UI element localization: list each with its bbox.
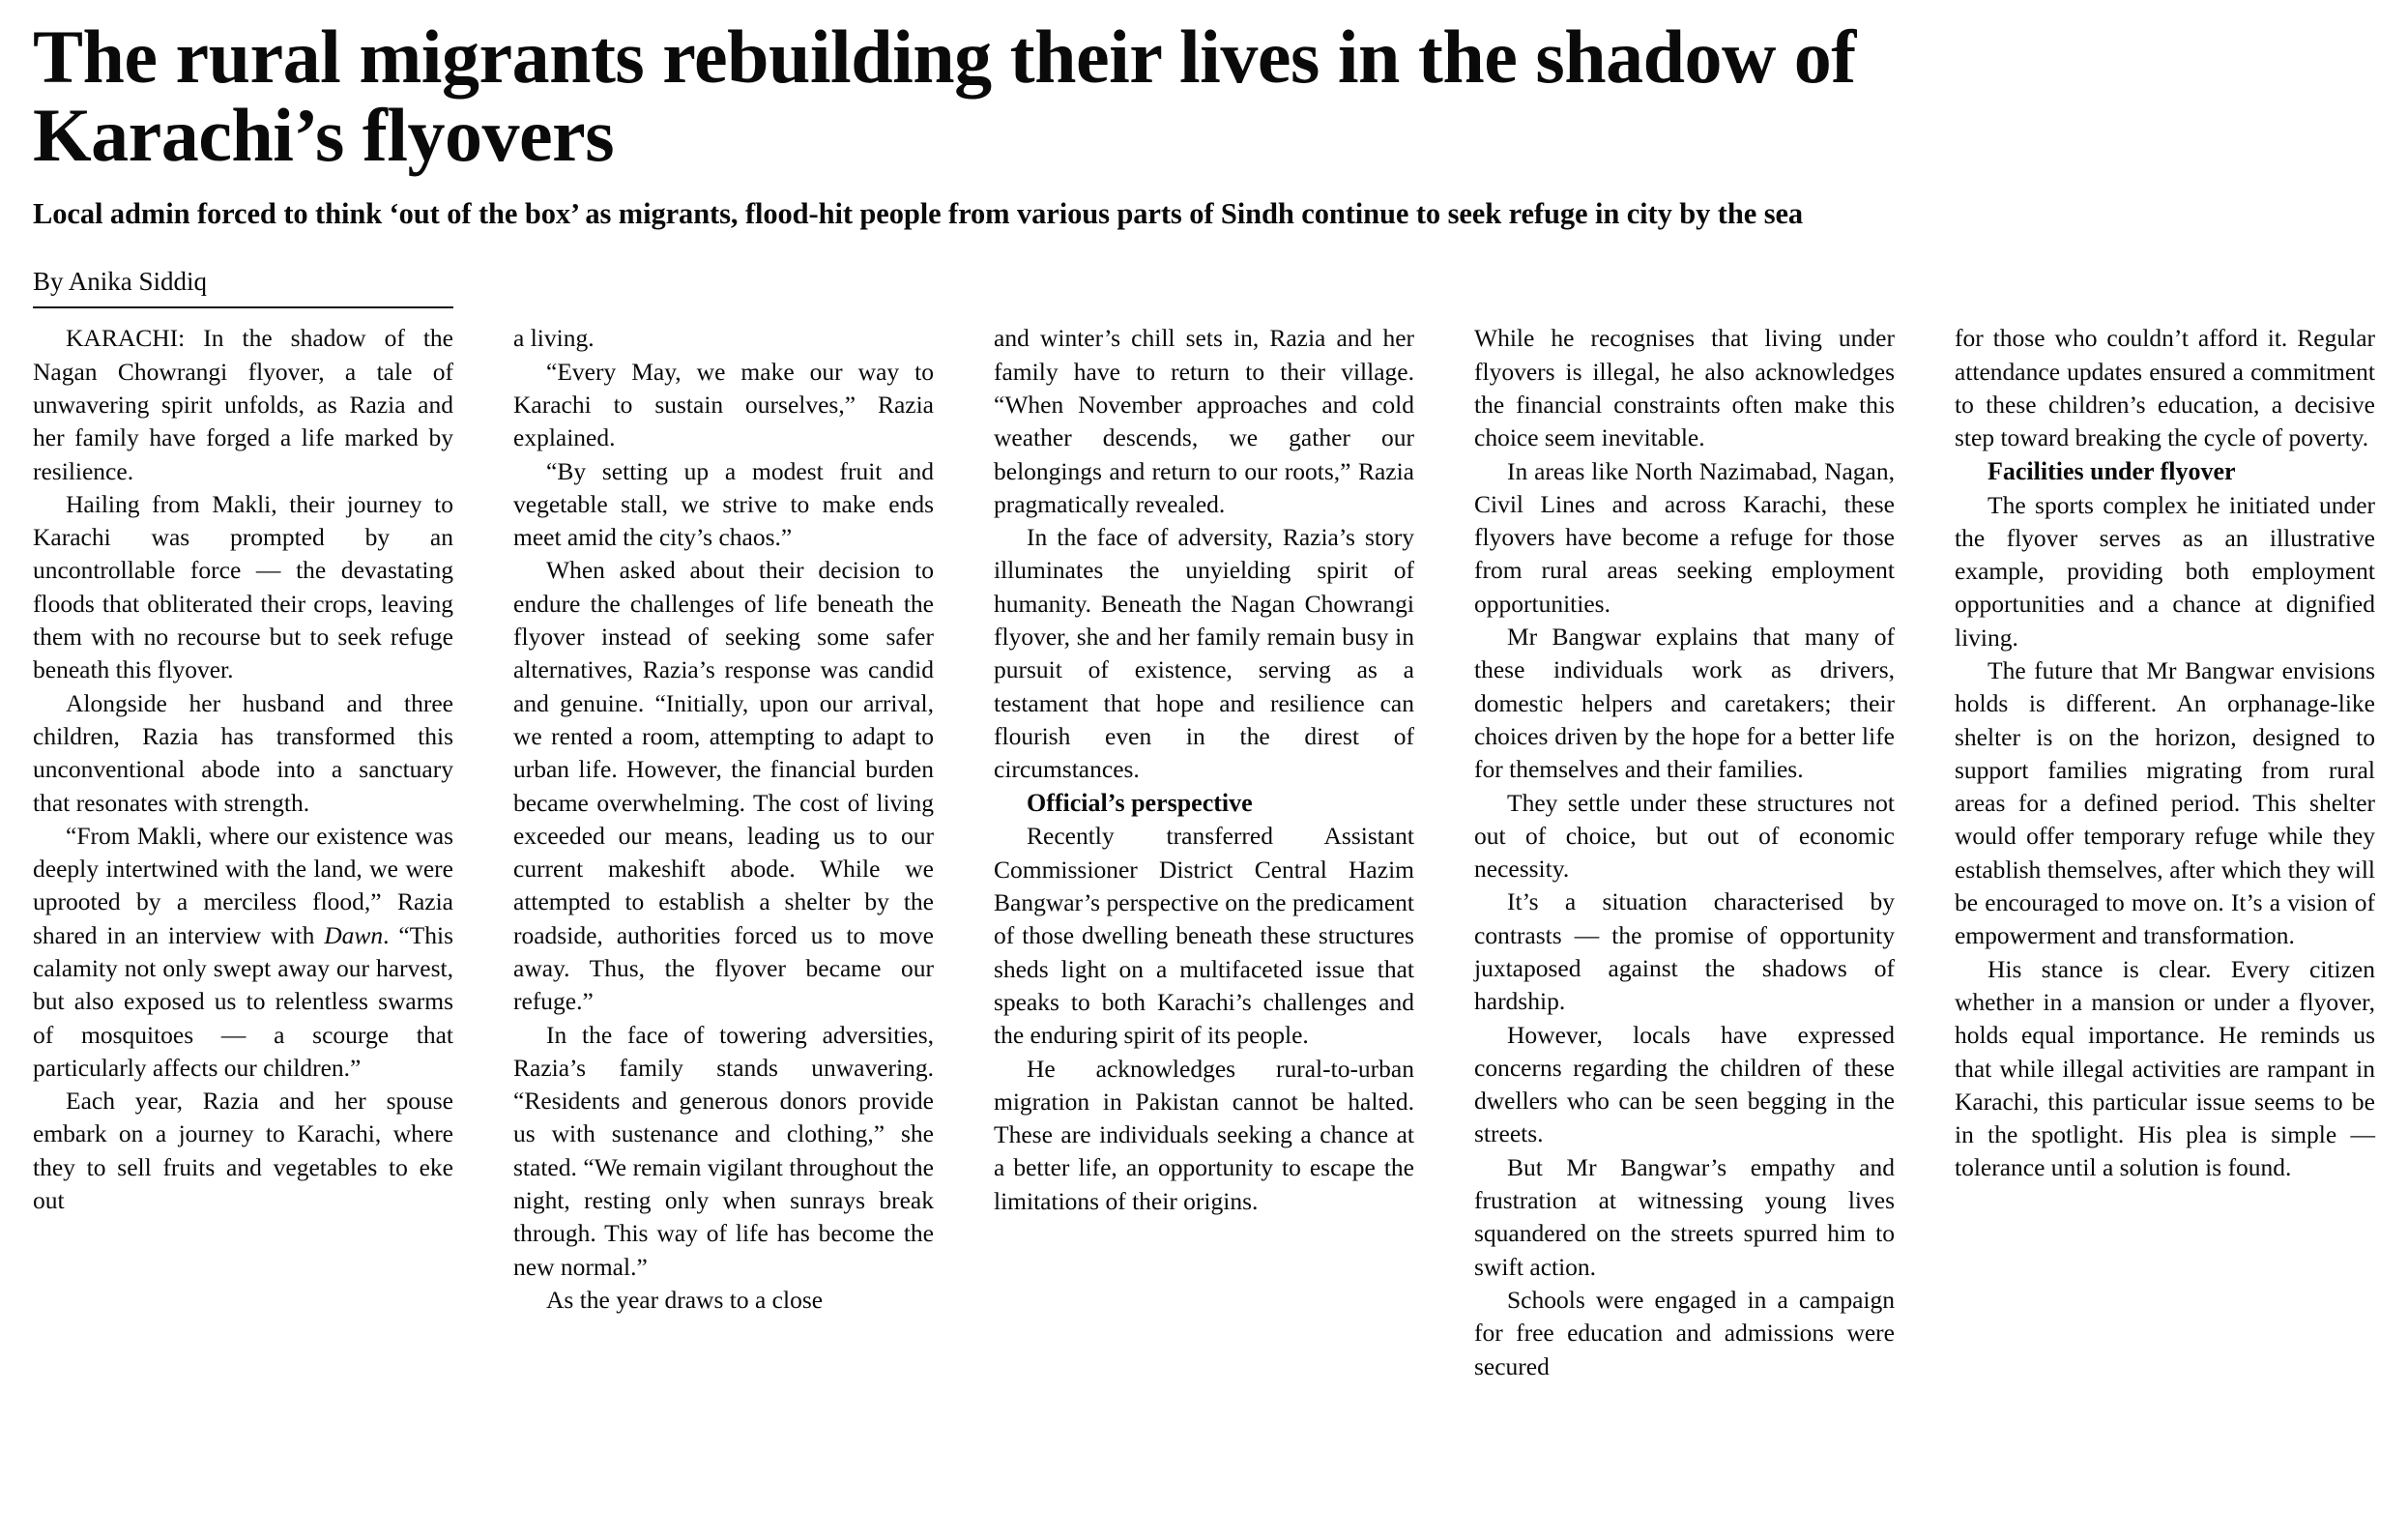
- paragraph: for those who couldn’t afford it. Regular attendance updates ensured a commitment to these children’s education, a decisive step toward breaking the cycle of poverty.: [1955, 324, 2375, 452]
- paragraph: His stance is clear. Every citizen whether in a mansion or under a flyover, holds equal importance. He reminds us that while illegal activities are rampant in Karachi, this particular issue seems to be in the spotlight. His plea is simple — tolerance until a solution is found.: [1955, 954, 2375, 1182]
- article-standfirst: Local admin forced to think ‘out of the box’ as migrants, flood-hit people from various parts of Sindh continue to seek refuge in city by the sea: [33, 197, 1804, 231]
- paragraph: Mr Bangwar explains that many of these individuals work as drivers, domestic helpers and caretakers; their choices driven by the hope for a better life for themselves and their families.: [1474, 623, 1895, 784]
- paragraph: Schools were engaged in a campaign for free education and admissions were secured: [1474, 1285, 1895, 1380]
- byline-block: [33, 266, 453, 308]
- article-column-5: [1955, 322, 2375, 1383]
- paragraph: In areas like North Nazimabad, Nagan, Civil Lines and across Karachi, these flyovers have become a refuge for those from rural areas seeking employment opportunities.: [1474, 456, 1895, 618]
- paragraph: The future that Mr Bangwar envisions holds is different. An orphanage-like shelter is on the horizon, designed to support families migrating from rural areas for a defined period. This shelter would offer temporary refuge while they establish themselves, after which they will be encouraged to move on. It’s a vision of empowerment and transformation.: [1955, 655, 2375, 950]
- paragraph: In the face of towering adversities, Razia’s family stands unwavering. “Residents and generous donors provide us with sustenance and clothing,” she stated. “We remain vigilant throughout the night, resting only when sunrays break through. This way of life has become the new normal.”: [513, 1020, 934, 1281]
- paragraph: As the year draws to a close: [546, 1285, 824, 1314]
- paragraph: Alongside her husband and three children, Razia has transformed this unconventional abode into a sanctuary that resonates with strength.: [33, 688, 453, 817]
- paragraph: The sports complex he initiated under the flyover serves as an illustrative example, providing both employment opportunities and a chance at dignified living.: [1955, 490, 2375, 652]
- paragraph: When asked about their decision to endure the challenges of life beneath the flyover instead of seeking some safer alternatives, Razia’s response was candid and genuine. “Initially, upon our arrival, we rented a room, attempting to adapt to urban life. However, the financial burden became overwhelming. The cost of living exceeded our means, leading us to our current makeshift abode. While we attempted to establish a shelter by the roadside, authorities forced us to move away. Thus, the flyover became our refuge.”: [513, 556, 934, 1016]
- paragraph: In the face of adversity, Razia’s story illuminates the unyielding spirit of humanity. Beneath the Nagan Chowrangi flyover, she and her family remain busy in pursuit of existence, serving as a testament that hope and resilience can flourish even in the direst of circumstances.: [994, 523, 1414, 784]
- paragraph: “Every May, we make our way to Karachi to sustain ourselves,” Razia explained.: [513, 357, 934, 452]
- byline-divider: [33, 306, 453, 308]
- byline: By Anika Siddiq: [33, 266, 208, 296]
- paragraph: “From Makli, where our existence was deeply intertwined with the land, we were uprooted by a merciless flood,” Razia shared in an interview with Dawn. “This calamity not only swept away our harvest, but also exposed us to relentless swarms of mosquitoes — a scourge that particularly affects our children.”: [33, 821, 453, 1082]
- article-columns: [33, 322, 2375, 1383]
- paragraph: They settle under these structures not out of choice, but out of economic necessity.: [1474, 788, 1895, 884]
- page-title: The rural migrants rebuilding their lives in the shadow of Karachi’s flyovers: [33, 15, 1856, 178]
- article-column-4: [1474, 322, 1895, 1383]
- paragraph: However, locals have expressed concerns regarding the children of these dwellers who can be seen begging in the streets.: [1474, 1020, 1895, 1148]
- paragraph: “By setting up a modest fruit and vegetable stall, we strive to make ends meet amid the city’s chaos.”: [513, 456, 934, 552]
- article-column-2: [513, 322, 934, 1383]
- paragraph: Recently transferred Assistant Commissioner District Central Hazim Bangwar’s perspective on the predicament of those dwelling beneath these structures sheds light on a multifaceted issue that speaks to both Karachi’s challenges and the enduring spirit of its people.: [994, 822, 1414, 1050]
- article-column-1: [33, 322, 453, 1383]
- paragraph: But Mr Bangwar’s empathy and frustration at witnessing young lives squandered on the streets spurred him to swift action.: [1474, 1152, 1895, 1281]
- paragraph: KARACHI: In the shadow of the Nagan Chowrangi flyover, a tale of unwavering spirit unfolds, as Razia and her family have forged a life marked by resilience.: [33, 324, 453, 485]
- paragraph: He acknowledges rural-to-urban migration in Pakistan cannot be halted. These are individuals seeking a chance at a better life, an opportunity to escape the limitations of their origins.: [994, 1054, 1414, 1215]
- paragraph: It’s a situation characterised by contrasts — the promise of opportunity juxtaposed against the shadows of hardship.: [1474, 887, 1895, 1016]
- paragraph: While he recognises that living under flyovers is illegal, he also acknowledges the financial constraints often make this choice seem inevitable.: [1474, 324, 1895, 452]
- section-subhead: Facilities under flyover: [1987, 456, 2236, 485]
- paragraph: and winter’s chill sets in, Razia and her family have to return to their village. “When November approaches and cold weather descends, we gather our belongings and return to our roots,” Razia pragmatically revealed.: [994, 324, 1414, 518]
- paragraph: Each year, Razia and her spouse embark on a journey to Karachi, where they to sell fruits and vegetables to eke out: [33, 1087, 453, 1215]
- section-subhead: Official’s perspective: [1027, 788, 1253, 817]
- paragraph: a living.: [513, 324, 595, 353]
- article-column-3: [994, 322, 1414, 1383]
- paragraph: Hailing from Makli, their journey to Karachi was prompted by an uncontrollable force — the devastating floods that obliterated their crops, leaving them with no recourse but to seek refuge beneath this flyover.: [33, 489, 453, 684]
